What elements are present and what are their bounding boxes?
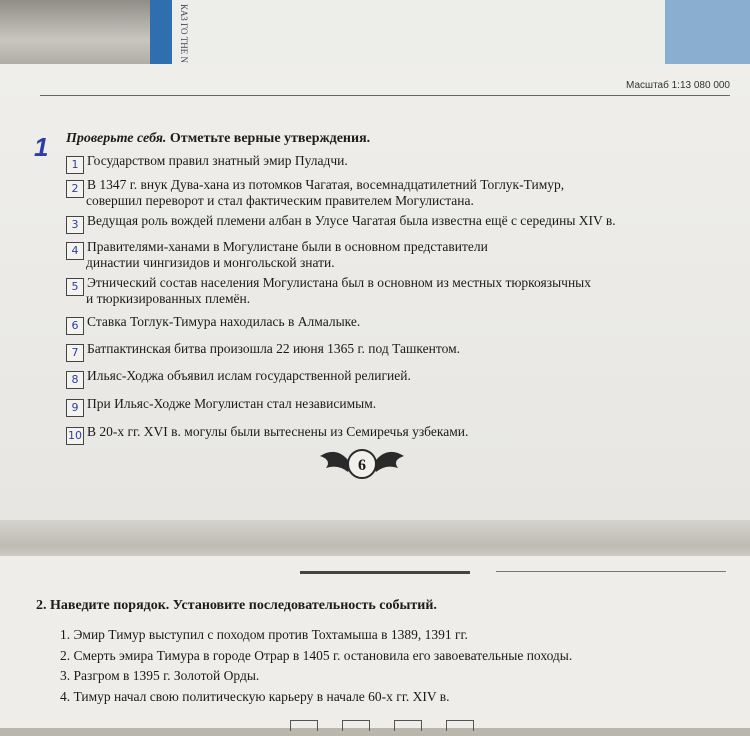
statement-item (66, 213, 616, 234)
statement-item (66, 424, 468, 445)
answer-checkbox[interactable]: 8 (66, 371, 84, 389)
statement-text: Правителями-ханами в Могулистане были в основном представители (87, 239, 488, 254)
task2-heading: 2. Наведите порядок. Установите последовательность событий. (36, 598, 437, 613)
statement-text: Ведущая роль вождей племени албан в Улусе Чагатая была известна ещё с середины XIV в. (87, 213, 616, 228)
statement-text: Ставка Тоглук-Тимура находилась в Алмалыке. (87, 314, 361, 329)
statement-text: Этнический состав населения Могулистана был в основном из местных тюркоязычных (87, 275, 591, 290)
answer-checkbox[interactable]: 6 (66, 317, 84, 335)
page-number: 6 (358, 457, 366, 474)
divider (300, 571, 470, 574)
answer-box[interactable] (342, 720, 370, 731)
book-side-strip (665, 0, 750, 72)
answer-box[interactable] (446, 720, 474, 731)
answer-checkbox[interactable]: 10 (66, 427, 84, 445)
answer-checkbox[interactable]: 5 (66, 278, 84, 296)
statement-text: Государством правил знатный эмир Пуладчи. (87, 153, 348, 168)
statement-text-continued: и тюркизированных племён. (86, 291, 251, 306)
answer-checkbox[interactable]: 4 (66, 242, 84, 260)
handwritten-task-number: 1 (34, 132, 49, 162)
statement-text-continued: совершил переворот и стал фактическим правителем Могулистана. (86, 193, 474, 208)
answer-checkbox[interactable]: 3 (66, 216, 84, 234)
statement-item (66, 368, 411, 389)
statement-text: При Ильяс-Ходже Могулистан стал независимым. (87, 396, 377, 411)
task1-heading-italic: Проверьте себя. (66, 131, 167, 146)
event-item: 2. Смерть эмира Тимура в городе Отрар в 1405 г. остановила его завоевательные походы. (60, 648, 573, 663)
divider (40, 95, 730, 96)
book-cover-edge (150, 0, 172, 64)
task1-heading-rest: Отметьте верные утверждения. (166, 131, 371, 146)
statement-item (66, 396, 376, 417)
answer-checkbox[interactable]: 9 (66, 399, 84, 417)
event-item: 3. Разгром в 1395 г. Золотой Орды. (60, 668, 260, 683)
statement-item (66, 314, 360, 335)
answer-box[interactable] (394, 720, 422, 731)
statement-text: Ильяс-Ходжа объявил ислам государственной религией. (87, 368, 411, 383)
book-spine-text: КАЗ ГО THE N (179, 4, 189, 64)
event-item: 1. Эмир Тимур выступил с походом против Тохтамыша в 1389, 1391 гг. (60, 627, 468, 642)
answer-box[interactable] (290, 720, 318, 731)
answer-boxes-row (290, 718, 498, 736)
statement-text: Батпактинская битва произошла 22 июня 1365 г. под Ташкентом. (87, 341, 461, 356)
divider (496, 571, 726, 572)
answer-checkbox[interactable]: 1 (66, 156, 84, 174)
statement-text: В 20-х гг. XVI в. могулы были вытеснены из Семиречья узбеками. (87, 424, 469, 439)
book-page (172, 0, 677, 66)
event-item: 4. Тимур начал свою политическую карьеру в начале 60-х гг. XIV в. (60, 689, 450, 704)
statement-text-continued: династии чингизидов и монгольской знати. (86, 255, 335, 270)
statement-item (66, 341, 460, 362)
answer-checkbox[interactable]: 2 (66, 180, 84, 198)
answer-checkbox[interactable]: 7 (66, 344, 84, 362)
map-scale-label: Масштаб 1:13 080 000 (626, 80, 730, 91)
statement-item (66, 153, 348, 174)
statement-text: В 1347 г. внук Дува-хана из потомков Чагатая, восемнадцатилетний Тоглук-Тимур, (87, 177, 565, 192)
task1-heading (66, 131, 370, 147)
page-number-ornament (318, 446, 406, 482)
